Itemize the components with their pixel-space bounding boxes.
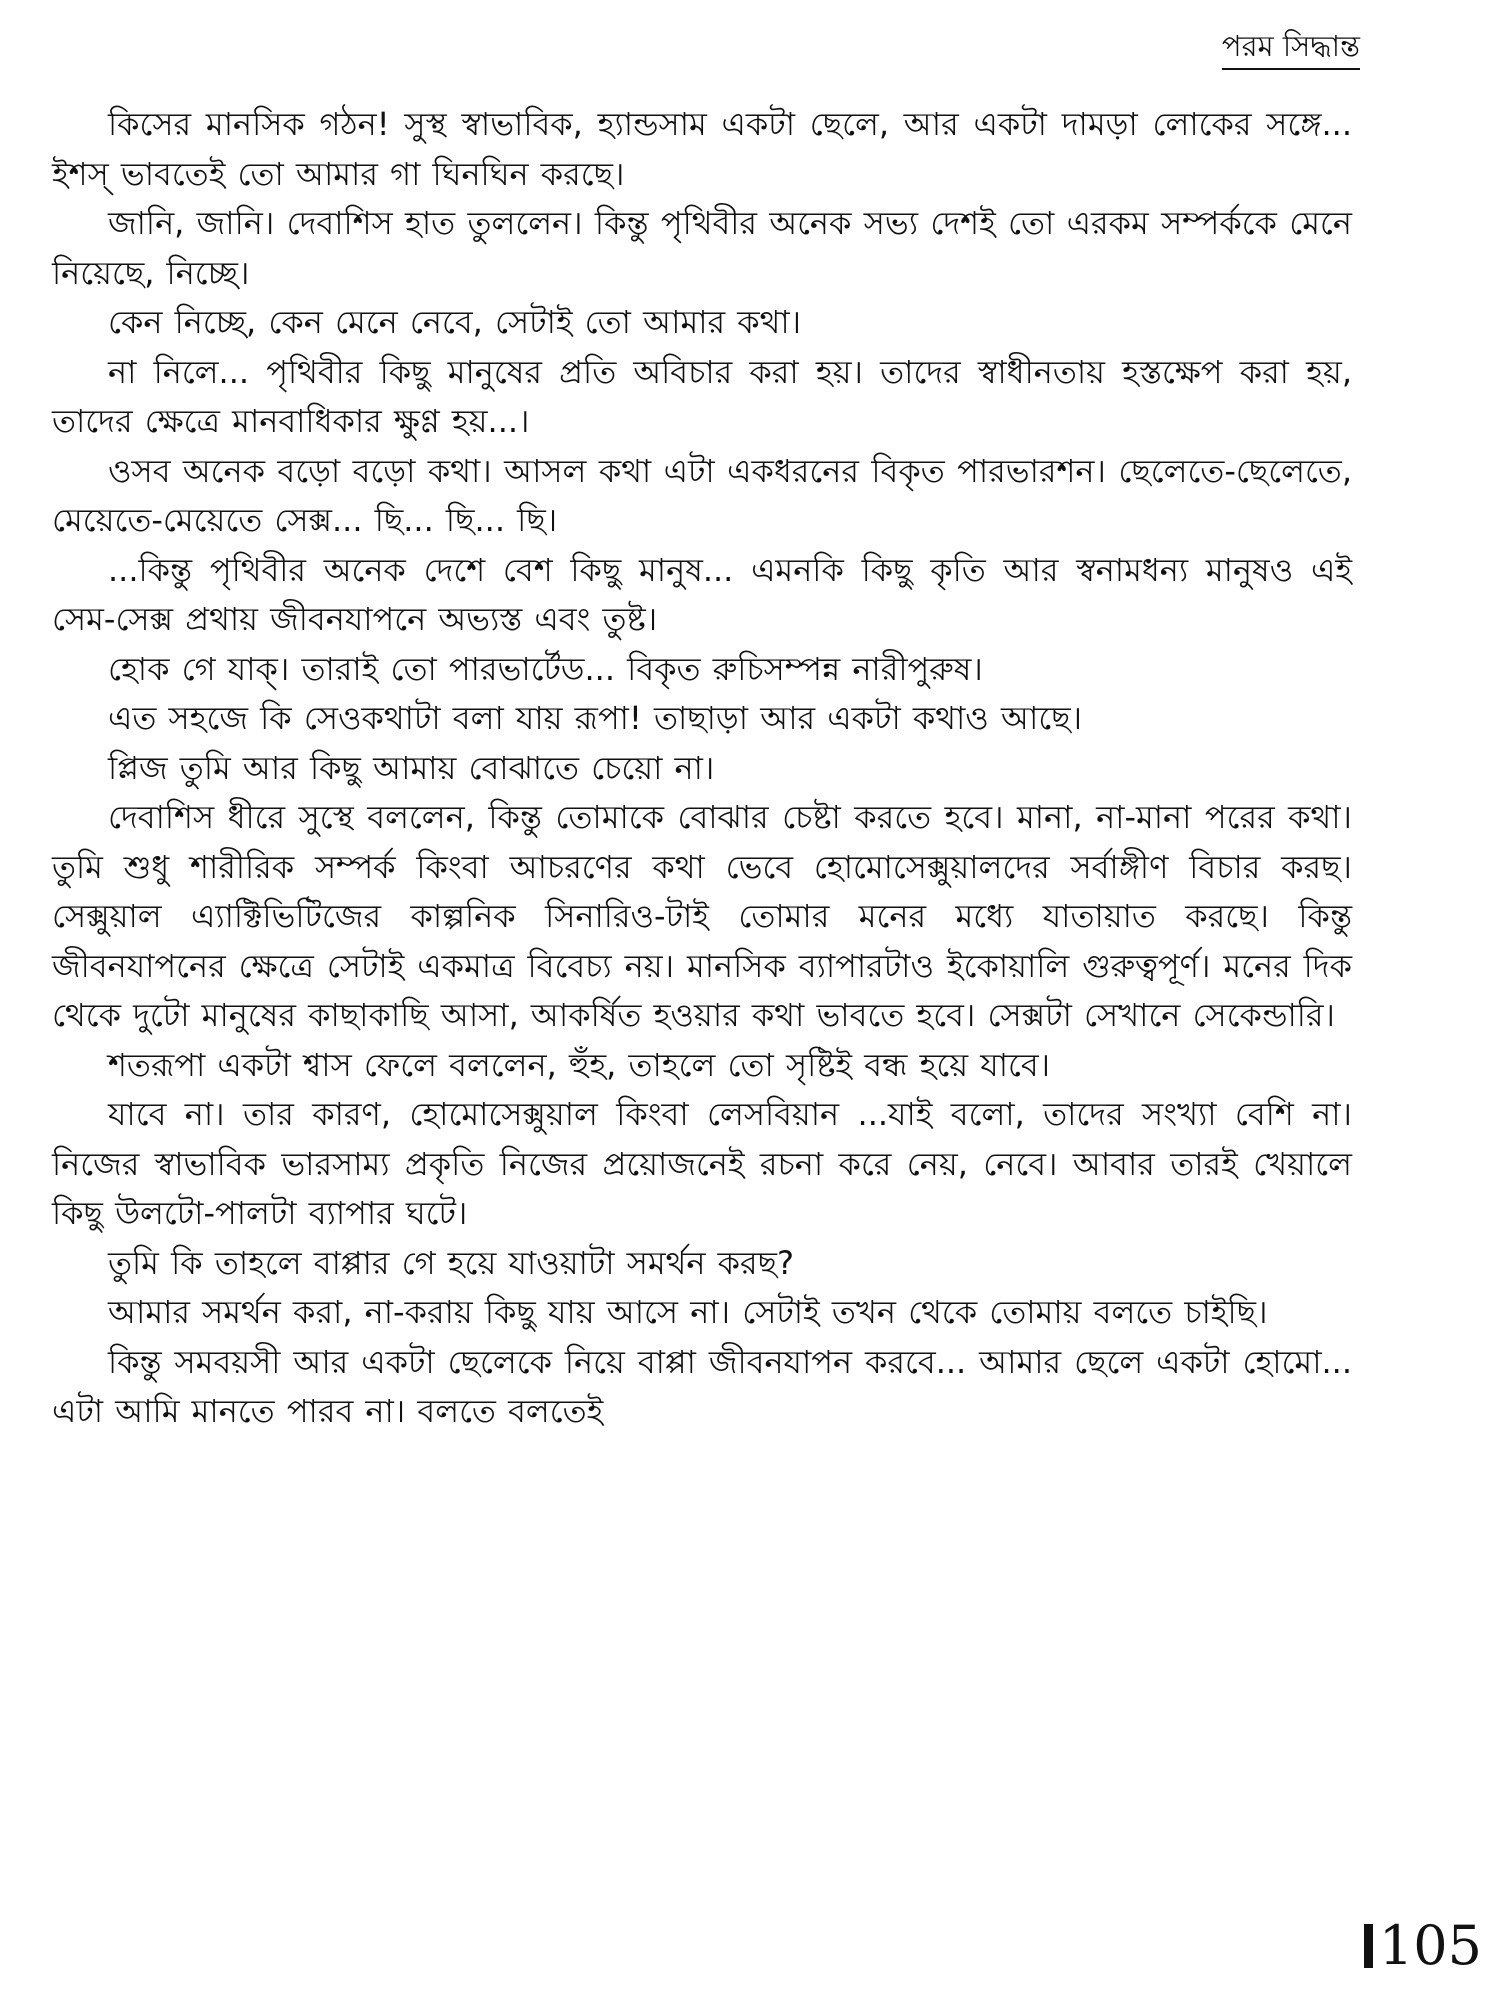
page-number bbox=[1364, 1916, 1482, 1976]
paragraph: যাবে না। তার কারণ, হোমোসেক্সুয়াল কিংবা লেসবিয়ান ...যাই বলো, তাদের সংখ্যা বেশি না। নিজের স্বাভাবিক ভারসাম্য প্রকৃতি নিজের প্রয়োজনেই রচনা করে নেয়, নেবে। আবার তারই খেয়ালে কিছু উলটো-পালটা ব্যাপার ঘটে। bbox=[52, 1095, 1352, 1232]
paragraph: দেবাশিস ধীরে সুস্থে বললেন, কিন্তু তোমাকে বোঝার চেষ্টা করতে হবে। মানা, না-মানা পরের কথা। তুমি শুধু শারীরিক সম্পর্ক কিংবা আচরণের কথা ভেবে হোমোসেক্সুয়ালদের সর্বাঙ্গীণ বিচার করছ। সেক্সুয়াল এ্যাক্টিভিটিজের কাল্পনিক সিনারিও-টাই তোমার মনের মধ্যে যাতায়াত করছে। কিন্তু জীবনযাপনের ক্ষেত্রে সেটাই একমাত্র বিবেচ্য নয়। মানসিক ব্যাপারটাও ইকোয়ালি গুরুত্বপূর্ণ। মনের দিক থেকে দুটো মানুষের কাছাকাছি আসা, আকর্ষিত হওয়ার কথা ভাবতে হবে। সেক্সটা সেখানে সেকেন্ডারি। bbox=[52, 798, 1352, 1034]
paragraph: কিন্তু সমবয়সী আর একটা ছেলেকে নিয়ে বাপ্পা জীবনযাপন করবে... আমার ছেলে একটা হোমো... এটা আমি মানতে পারব না। বলতে বলতেই bbox=[52, 1342, 1352, 1430]
page-number-bar bbox=[1364, 1924, 1373, 1968]
paragraph: তুমি কি তাহলে বাপ্পার গে হয়ে যাওয়াটা সমর্থন করছ? bbox=[108, 1243, 795, 1282]
paragraph: ...কিন্তু পৃথিবীর অনেক দেশে বেশ কিছু মানুষ... এমনকি কিছু কৃতি আর স্বনামধন্য মানুষও এই সেম-সেক্স প্রথায় জীবনযাপনে অভ্যস্ত এবং তুষ্ট। bbox=[52, 550, 1352, 638]
paragraph: কেন নিচ্ছে, কেন মেনে নেবে, সেটাই তো আমার কথা। bbox=[108, 303, 802, 341]
running-head: পরম সিদ্ধান্ত bbox=[1222, 26, 1360, 70]
paragraph: না নিলে... পৃথিবীর কিছু মানুষের প্রতি অবিচার করা হয়। তাদের স্বাধীনতায় হস্তক্ষেপ করা হয়, তাদের ক্ষেত্রে মানবাধিকার ক্ষুণ্ণ হয়...। bbox=[52, 352, 1352, 440]
page-number-text: 105 bbox=[1378, 1914, 1482, 1977]
paragraph: শতরূপা একটা শ্বাস ফেলে বললেন, হুঁহ, তাহলে তো সৃষ্টিই বন্ধ হয়ে যাবে। bbox=[108, 1045, 1051, 1084]
paragraph: প্লিজ তুমি আর কিছু আমায় বোঝাতে চেয়ো না। bbox=[108, 748, 715, 787]
paragraph: জানি, জানি। দেবাশিস হাত তুললেন। কিন্তু পৃথিবীর অনেক সভ্য দেশই তো এরকম সম্পর্ককে মেনে নিয়েছে, নিচ্ছে। bbox=[52, 204, 1352, 292]
paragraph: হোক গে যাক্। তারাই তো পারভার্টেড... বিকৃত রুচিসম্পন্ন নারীপুরুষ। bbox=[108, 649, 983, 688]
paragraph: আমার সমর্থন করা, না-করায় কিছু যায় আসে না। সেটাই তখন থেকে তোমায় বলতে চাইছি। bbox=[108, 1293, 1268, 1331]
body-text bbox=[52, 100, 1352, 1437]
paragraph: ওসব অনেক বড়ো বড়ো কথা। আসল কথা এটা একধরনের বিকৃত পারভারশন। ছেলেতে-ছেলেতে, মেয়েতে-মেয়েতে সেক্স... ছি... ছি... ছি। bbox=[52, 451, 1352, 539]
paragraph: এত সহজে কি সেওকথাটা বলা যায় রূপা! তাছাড়া আর একটা কথাও আছে। bbox=[108, 699, 1083, 737]
paragraph: কিসের মানসিক গঠন! সুস্থ স্বাভাবিক, হ্যান্ডসাম একটা ছেলে, আর একটা দামড়া লোকের সঙ্গে... ইশস্ ভাবতেই তো আমার গা ঘিনঘিন করছে। bbox=[52, 105, 1352, 193]
